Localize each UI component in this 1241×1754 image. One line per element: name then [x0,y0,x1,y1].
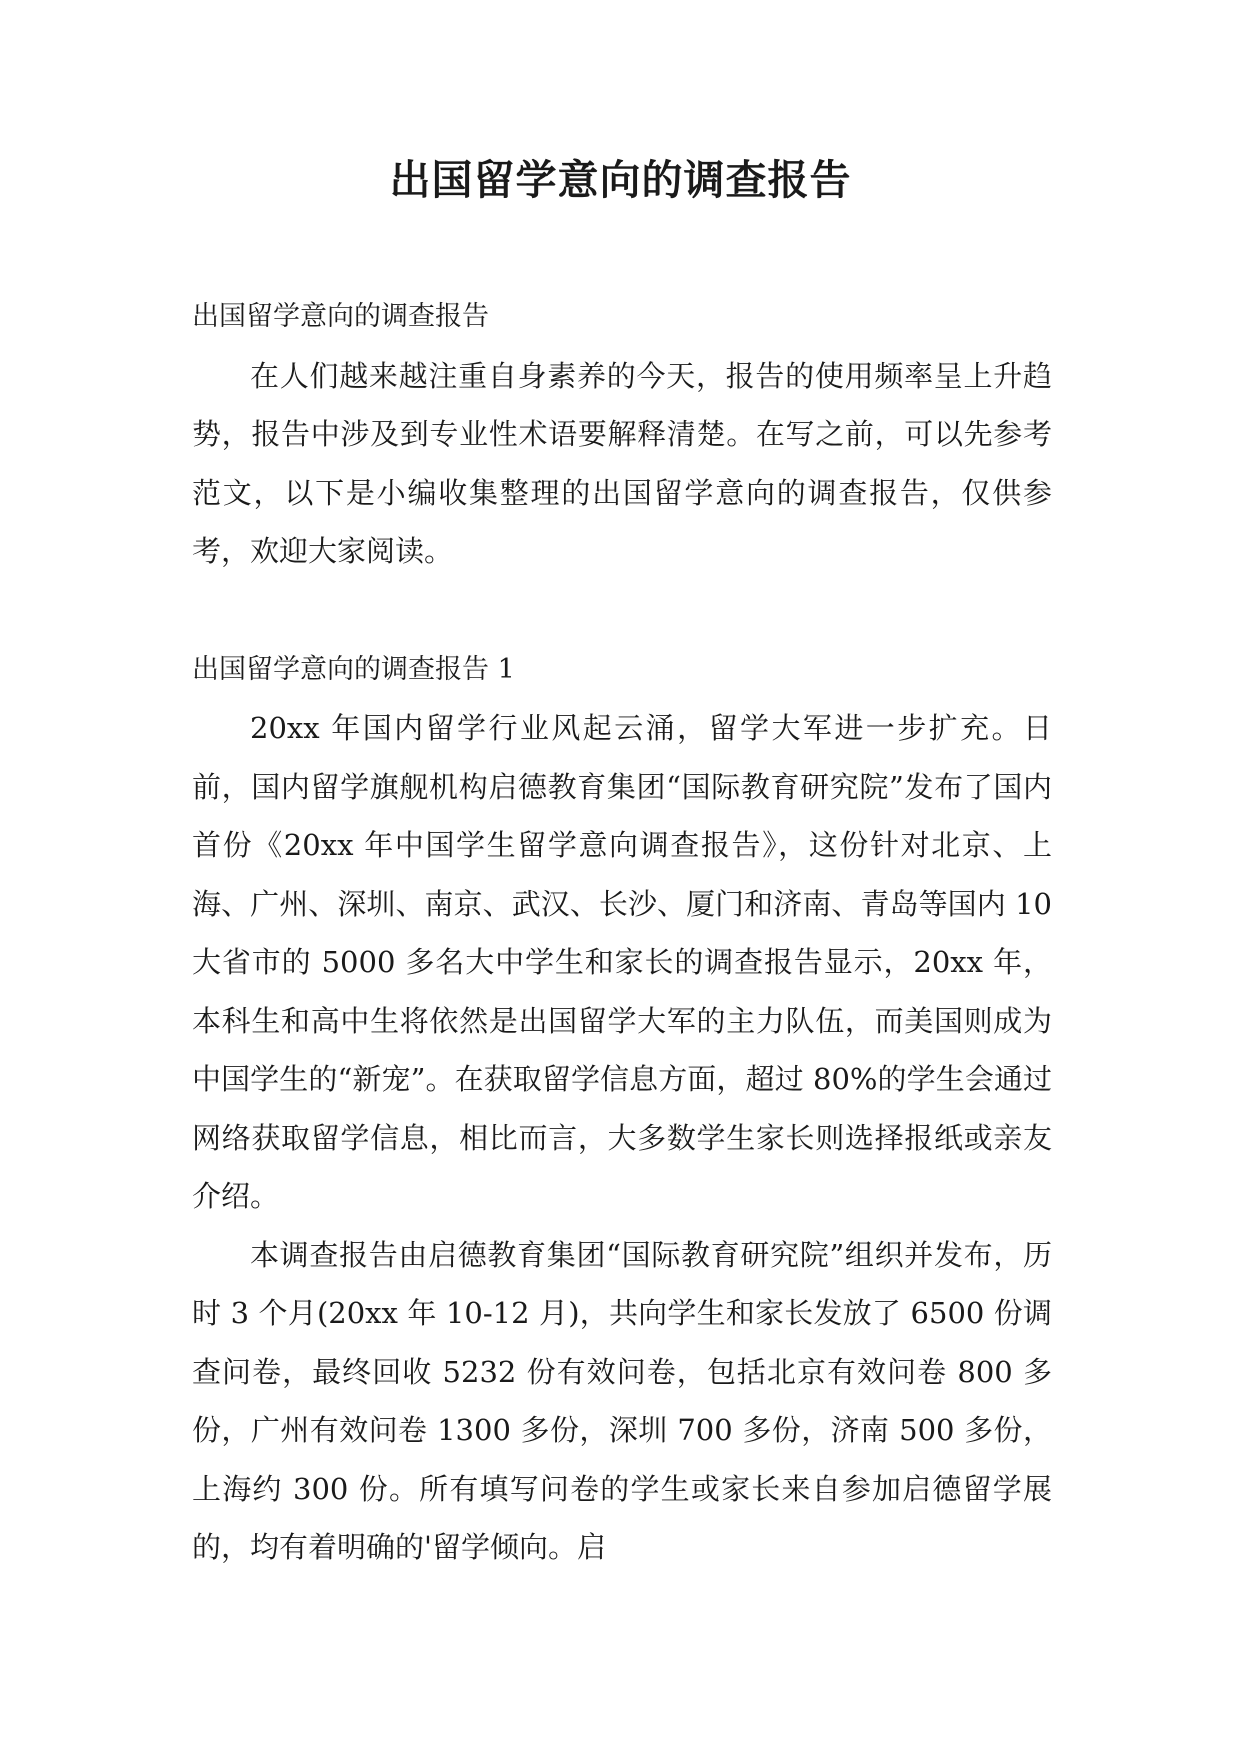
body-paragraph: 20xx 年国内留学行业风起云涌，留学大军进一步扩充。日前，国内留学旗舰机构启德教育集团“国际教育研究院”发布了国内首份《20xx 年中国学生留学意向调查报告》，这份针对北京、上海、广州、深圳、南京、武汉、长沙、厦门和济南、青岛等国内 10 大省市的 5000 多名大中学生和家长的调查报告显示，20xx 年，本科生和高中生将依然是出国留学大军的主力队伍，而美国则成为中国学生的“新宠”。在获取留学信息方面，超过 80%的学生会通过网络获取留学信息，相比而言，大多数学生家长则选择报纸或亲友介绍。 [192,711,1052,1213]
section-heading: 出国留学意向的调查报告 1 [192,653,515,685]
intro-paragraph: 在人们越来越注重自身素养的今天，报告的使用频率呈上升趋势，报告中涉及到专业性术语要解释清楚。在写之前，可以先参考范文，以下是小编收集整理的出国留学意向的调查报告，仅供参考，欢迎大家阅读。 [192,358,1052,568]
document-title: 出国留学意向的调查报告 [389,156,852,204]
document-body [192,288,1052,1577]
body-paragraph: 本调查报告由启德教育集团“国际教育研究院”组织并发布，历时 3 个月(20xx 年 10-12 月)，共向学生和家长发放了 6500 份调查问卷，最终回收 5232 份有效问卷，包括北京有效问卷 800 多份，广州有效问卷 1300 多份，深圳 700 多份，济南 500 多份，上海约 300 份。所有填写问卷的学生或家长来自参加启德留学展的，均有着明确的'留学倾向。启 [192,1237,1052,1564]
document-subtitle: 出国留学意向的调查报告 [192,301,489,332]
